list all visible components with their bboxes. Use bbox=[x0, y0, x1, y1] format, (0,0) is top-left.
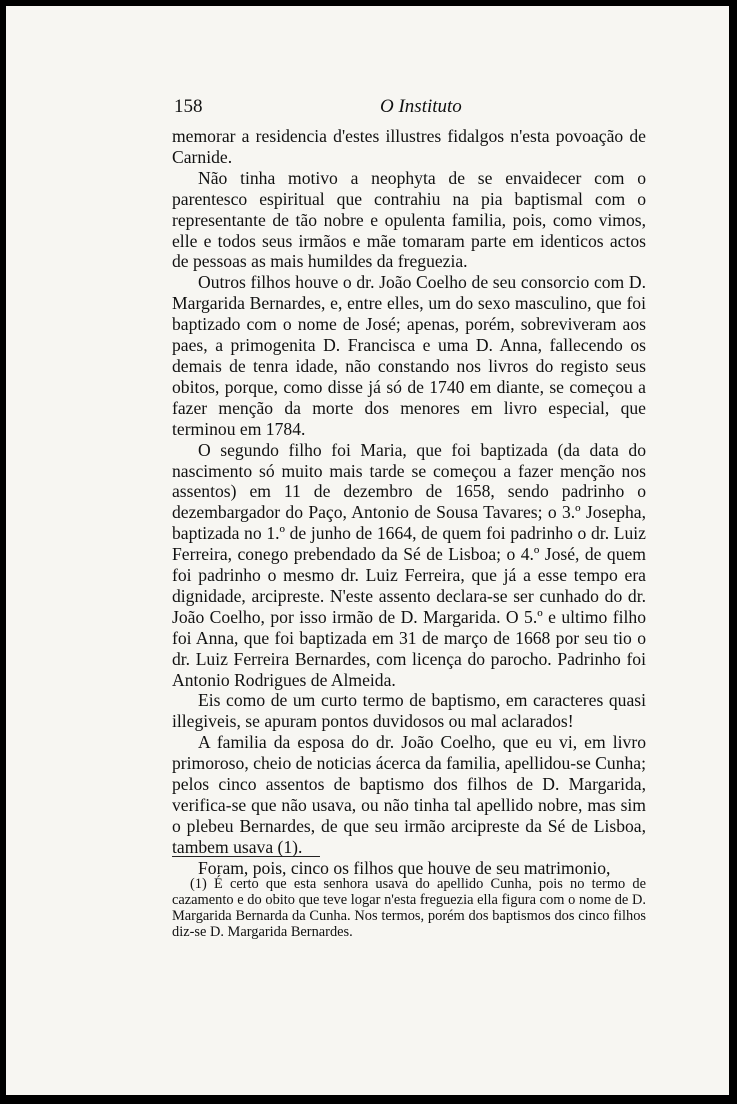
paragraph: memorar a residencia d'estes illustres fidalgos n'esta povoação de Carnide. bbox=[172, 126, 646, 167]
paragraph: Não tinha motivo a neophyta de se envaidecer com o parentesco espiritual que contrahiu na pia baptismal com o representante de tão nobre e opulenta familia, pois, como vimos, elle e todos seus irmãos e mãe tomaram parte em identicos actos de pessoas as mais humildes da freguezia. bbox=[172, 167, 646, 272]
footnote-divider bbox=[172, 856, 320, 857]
page-number: 158 bbox=[174, 96, 203, 117]
paragraph: A familia da esposa do dr. João Coelho, que eu vi, em livro primoroso, cheio de noticias ácerca da familia, apellidou-se Cunha; pelos cinco assentos de baptismo dos filhos de D. Margarida, verifica-se que não usava, ou não tinha tal apellido nobre, mas sim o plebeu Bernardes, de que seu irmão arcipreste da Sé de Lisboa, tambem usava (1). bbox=[172, 732, 646, 857]
running-title: O Instituto bbox=[380, 96, 462, 117]
paragraph: Eis como de um curto termo de baptismo, em caracteres quasi illegiveis, se apuram pontos duvidosos ou mal aclarados! bbox=[172, 690, 646, 732]
page-header bbox=[174, 96, 654, 122]
paragraph: Foram, pois, cinco os filhos que houve de seu matrimonio, bbox=[198, 857, 611, 878]
main-text bbox=[172, 126, 646, 879]
paragraph: O segundo filho foi Maria, que foi baptizada (da data do nascimento só muito mais tarde se começou a fazer menção nos assentos) em 11 de dezembro de 1658, sendo padrinho o dezembargador do Paço, Antonio de Sousa Tavares; o 3.º Josepha, baptizada no 1.º de junho de 1664, de quem foi padrinho o dr. Luiz Ferreira, conego prebendado da Sé de Lisboa; o 4.º José, de quem foi padrinho o mesmo dr. Luiz Ferreira, que já a esse tempo era dignidade, arcipreste. N'este assento declara-se ser cunhado do dr. João Coelho, por isso irmão de D. Margarida. O 5.º e ultimo filho foi Anna, que foi baptizada em 31 de março de 1668 por seu tio o dr. Luiz Ferreira Bernardes, com licença do parocho. Padrinho foi Antonio Rodrigues de Almeida. bbox=[172, 439, 646, 690]
footnote: (1) É certo que esta senhora usava do apellido Cunha, pois no termo de cazamento e do obito que teve logar n'esta freguezia ella figura com o nome de D. Margarida Bernarda da Cunha. Nos termos, porém dos baptismos dos cinco filhos diz-se D. Margarida Bernardes. bbox=[172, 876, 646, 940]
paragraph: Outros filhos houve o dr. João Coelho de seu consorcio com D. Margarida Bernardes, e, entre elles, um do sexo masculino, que foi baptizado com o nome de José; apenas, porém, sobreviveram aos paes, a primogenita D. Francisca e uma D. Anna, fallecendo os demais de tenra idade, não constando nos livros do registo seus obitos, porque, como disse já só de 1740 em diante, se começou a fazer menção da morte dos menores em livro especial, que terminou em 1784. bbox=[172, 272, 646, 439]
